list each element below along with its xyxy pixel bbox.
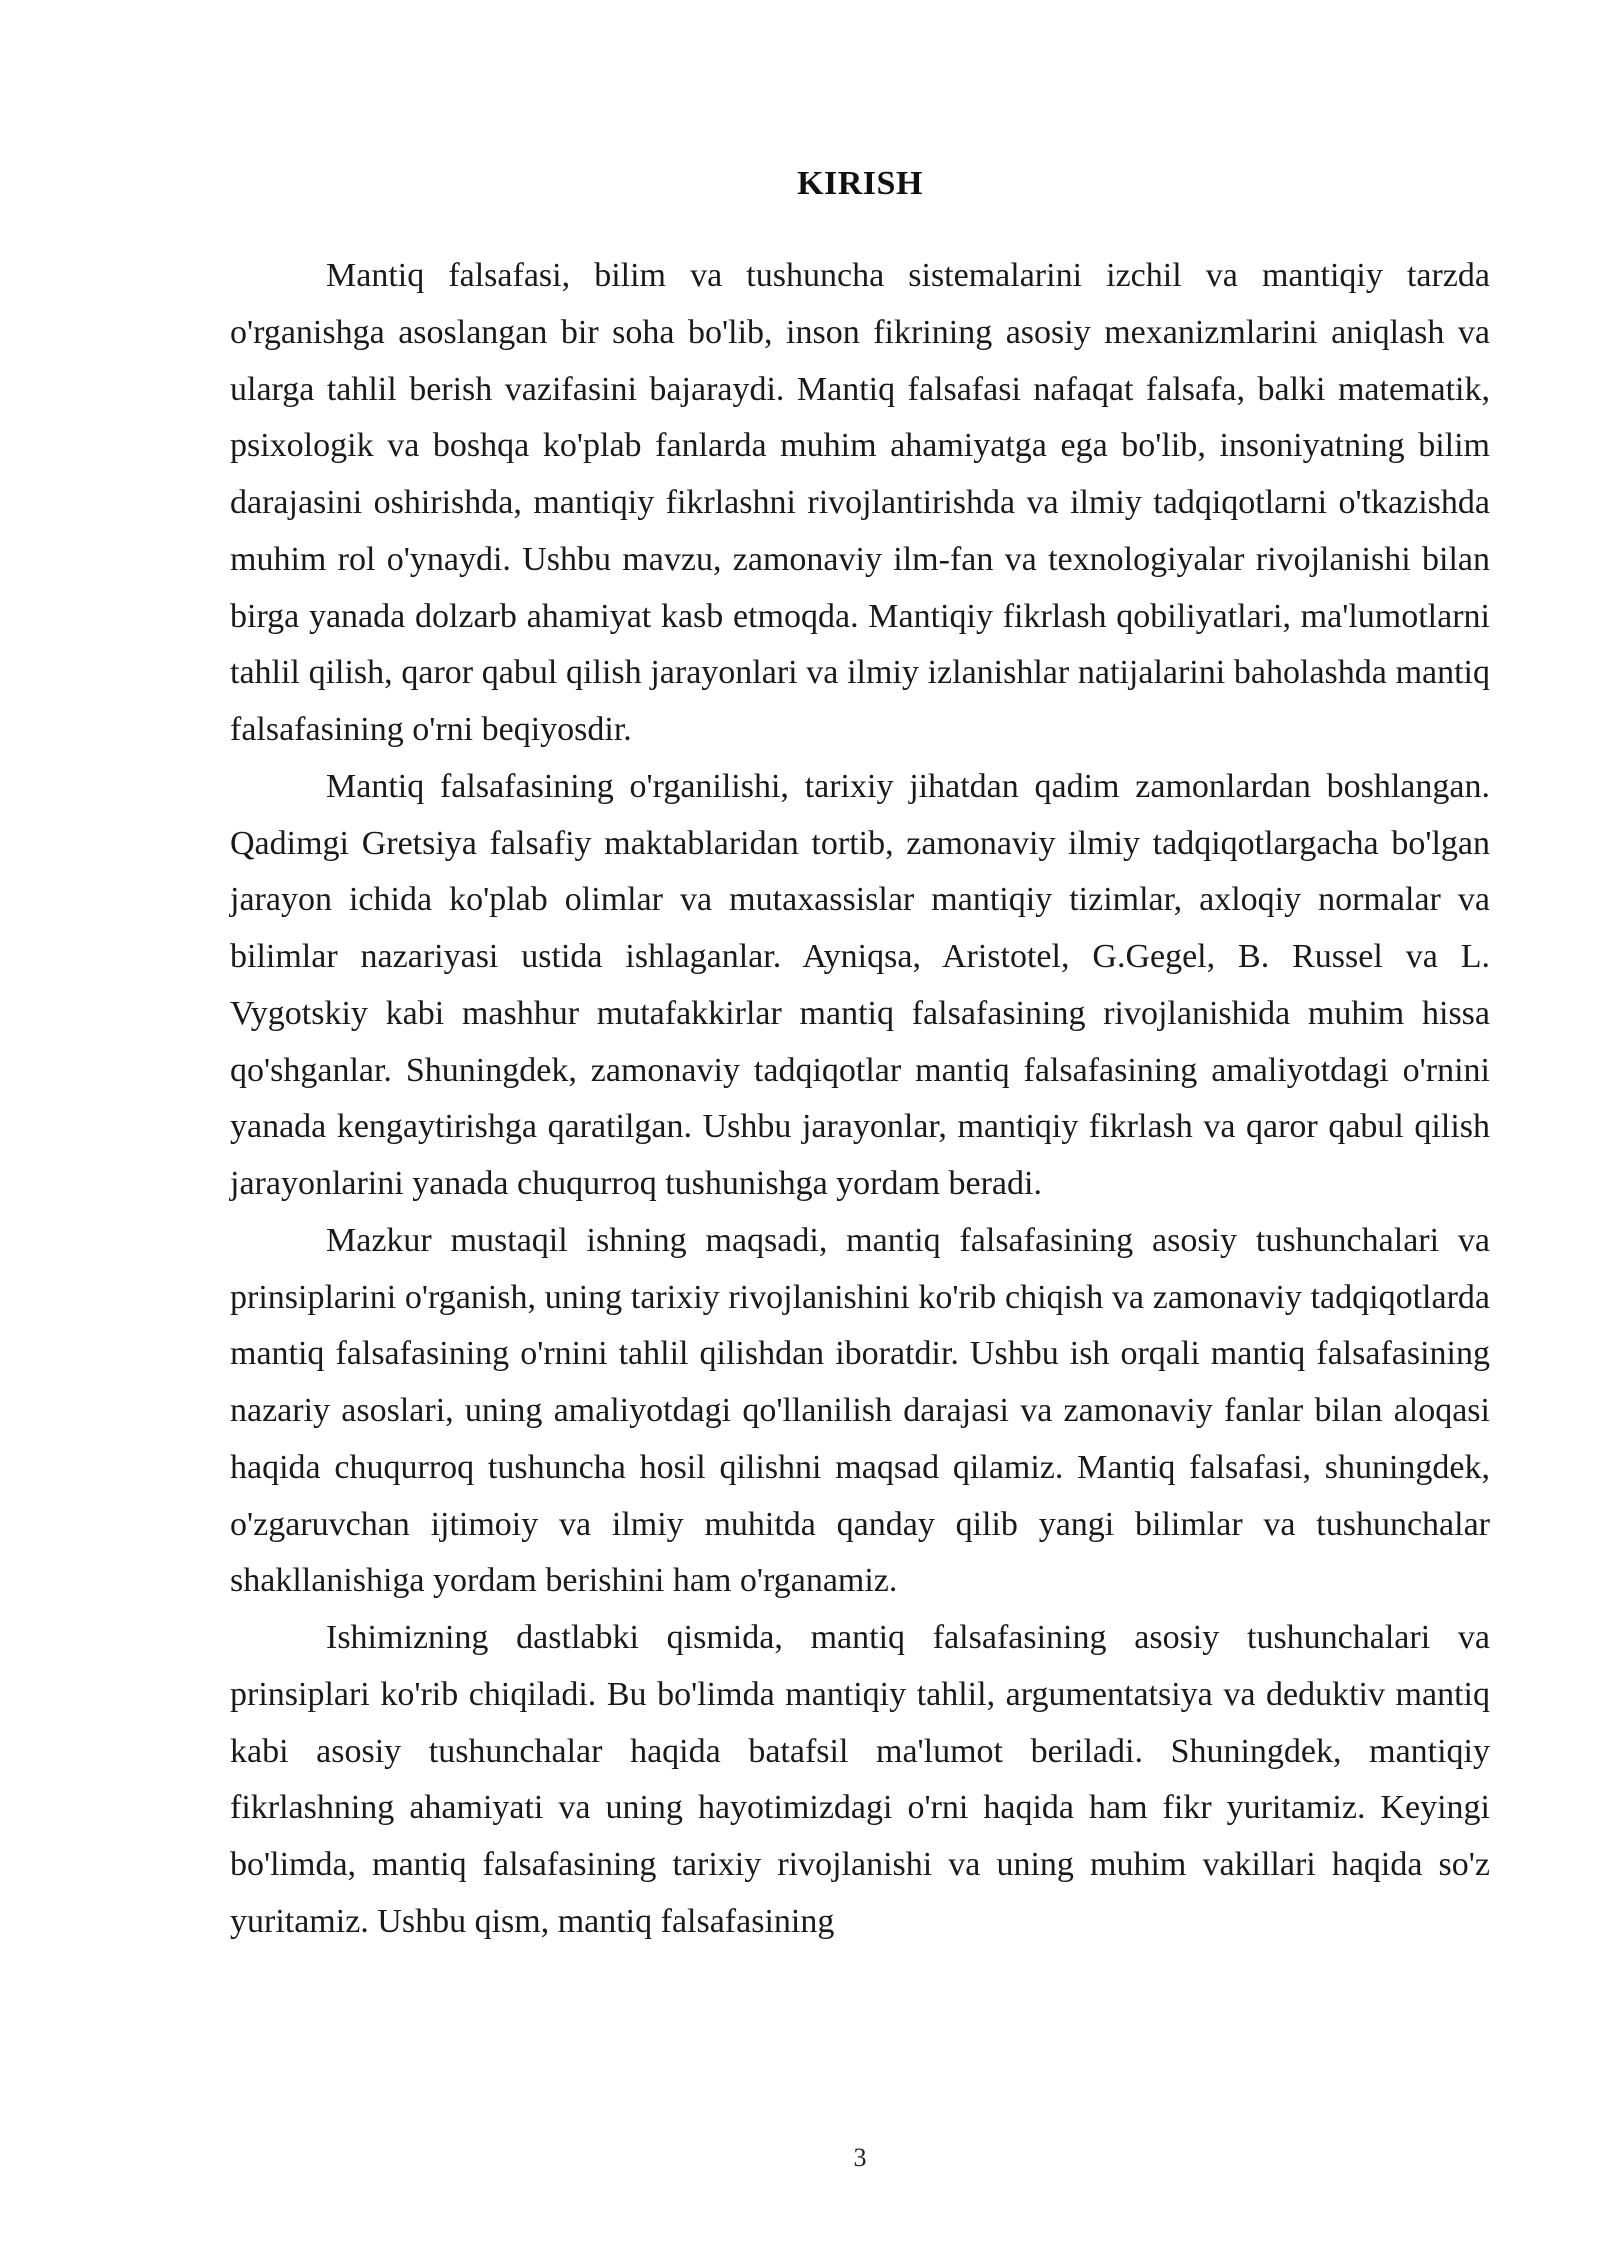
paragraph-1: Mantiq falsafasi, bilim va tushuncha sistemalarini izchil va mantiqiy tarzda o'rganishga asoslangan bir soha bo'lib, inson fikrining asosiy mexanizmlarini aniqlash va ularga tahlil berish vazifasini bajaraydi. Mantiq falsafasi nafaqat falsafa, balki matematik, psixologik va boshqa ko'plab fanlarda muhim ahamiyatga ega bo'lib, insoniyatning bilim darajasini oshirishda, mantiqiy fikrlashni rivojlantirishda va ilmiy tadqiqotlarni o'tkazishda muhim rol o'ynaydi. Ushbu mavzu, zamonaviy ilm-fan va texnologiyalar rivojlanishi bilan birga yanada dolzarb ahamiyat kasb etmoqda. Mantiqiy fikrlash qobiliyatlari, ma'lumotlarni tahlil qilish, qaror qabul qilish jarayonlari va ilmiy izlanishlar natijalarini baholashda mantiq falsafasining o'rni beqiyosdir. <box>230 257 1490 748</box>
body-text <box>230 248 1490 1951</box>
page-number: 3 <box>853 2143 867 2172</box>
paragraph-4: Ishimizning dastlabki qismida, mantiq falsafasining asosiy tushunchalari va prinsiplari ko'rib chiqiladi. Bu bo'limda mantiqiy tahlil, argumentatsiya va deduktiv mantiq kabi asosiy tushunchalar haqida batafsil ma'lumot beriladi. Shuningdek, mantiqiy fikrlashning ahamiyati va uning hayotimizdagi o'rni haqida ham fikr yuritamiz. Keyingi bo'limda, mantiq falsafasining tarixiy rivojlanishi va uning muhim vakillari haqida so'z yuritamiz. Ushbu qism, mantiq falsafasining <box>230 1619 1490 1940</box>
paragraph-3: Mazkur mustaqil ishning maqsadi, mantiq falsafasining asosiy tushunchalari va prinsiplarini o'rganish, uning tarixiy rivojlanishini ko'rib chiqish va zamonaviy tadqiqotlarda mantiq falsafasining o'rnini tahlil qilishdan iboratdir. Ushbu ish orqali mantiq falsafasining nazariy asoslari, uning amaliyotdagi qo'llanilish darajasi va zamonaviy fanlar bilan aloqasi haqida chuqurroq tushuncha hosil qilishni maqsad qilamiz. Mantiq falsafasi, shuningdek, o'zgaruvchan ijtimoiy va ilmiy muhitda qanday qilib yangi bilimlar va tushunchalar shakllanishiga yordam berishini ham o'rganamiz. <box>230 1221 1490 1600</box>
paragraph-2: Mantiq falsafasining o'rganilishi, tarixiy jihatdan qadim zamonlardan boshlangan. Qadimgi Gretsiya falsafiy maktablaridan tortib, zamonaviy ilmiy tadqiqotlargacha bo'lgan jarayon ichida ko'plab olimlar va mutaxassislar mantiqiy tizimlar, axloqiy normalar va bilimlar nazariyasi ustida ishlaganlar. Ayniqsa, Aristotel, G.Gegel, B. Russel va L. Vygotskiy kabi mashhur mutafakkirlar mantiq falsafasining rivojlanishida muhim hissa qo'shganlar. Shuningdek, zamonaviy tadqiqotlar mantiq falsafasining amaliyotdagi o'rnini yanada kengaytirishga qaratilgan. Ushbu jarayonlar, mantiqiy fikrlash va qaror qabul qilish jarayonlarini yanada chuqurroq tushunishga yordam beradi. <box>230 767 1490 1202</box>
section-heading: KIRISH <box>797 165 923 202</box>
